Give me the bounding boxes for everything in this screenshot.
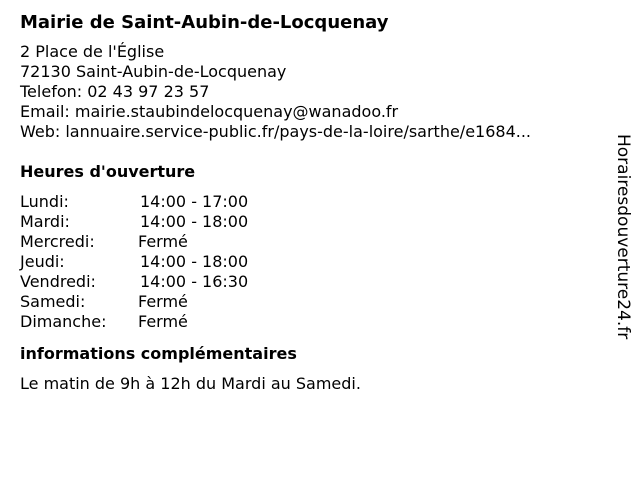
town-hall-card (20, 10, 610, 394)
day-label: Samedi: (20, 292, 86, 311)
hours-row-thursday (20, 252, 610, 272)
time-value: 14:00 - 18:00 (140, 212, 249, 231)
city-line: 72130 Saint-Aubin-de-Locquenay (20, 62, 287, 81)
hours-row-tuesday (20, 212, 610, 232)
time-value: 14:00 - 16:30 (140, 272, 249, 291)
hours-row-wednesday (20, 232, 610, 252)
hours-row-monday (20, 192, 610, 212)
hours-row-saturday (20, 292, 610, 312)
day-label: Vendredi: (20, 272, 96, 291)
day-label: Mercredi: (20, 232, 95, 251)
time-value: Fermé (138, 232, 188, 251)
additional-info-text: Le matin de 9h à 12h du Mardi au Samedi. (20, 374, 361, 393)
opening-hours-table (20, 192, 610, 332)
hours-row-sunday (20, 312, 610, 332)
day-label: Mardi: (20, 212, 70, 231)
email-line: Email: mairie.staubindelocquenay@wanadoo.fr (20, 102, 399, 121)
hours-row-friday (20, 272, 610, 292)
time-value: 14:00 - 18:00 (140, 252, 249, 271)
web-line: Web: lannuaire.service-public.fr/pays-de-la-loire/sarthe/e1684... (20, 122, 532, 141)
time-value: Fermé (138, 292, 188, 311)
address-line: 2 Place de l'Église (20, 42, 165, 61)
site-watermark: Horairesdouverture24.fr (613, 134, 633, 340)
time-value: 14:00 - 17:00 (140, 192, 249, 211)
time-value: Fermé (138, 312, 188, 331)
page-title: Mairie de Saint-Aubin-de-Locquenay (20, 12, 389, 33)
day-label: Lundi: (20, 192, 69, 211)
phone-line: Telefon: 02 43 97 23 57 (20, 82, 210, 101)
day-label: Jeudi: (20, 252, 65, 271)
opening-hours-heading: Heures d'ouverture (20, 162, 196, 181)
day-label: Dimanche: (20, 312, 107, 331)
additional-info-heading: informations complémentaires (20, 344, 297, 363)
